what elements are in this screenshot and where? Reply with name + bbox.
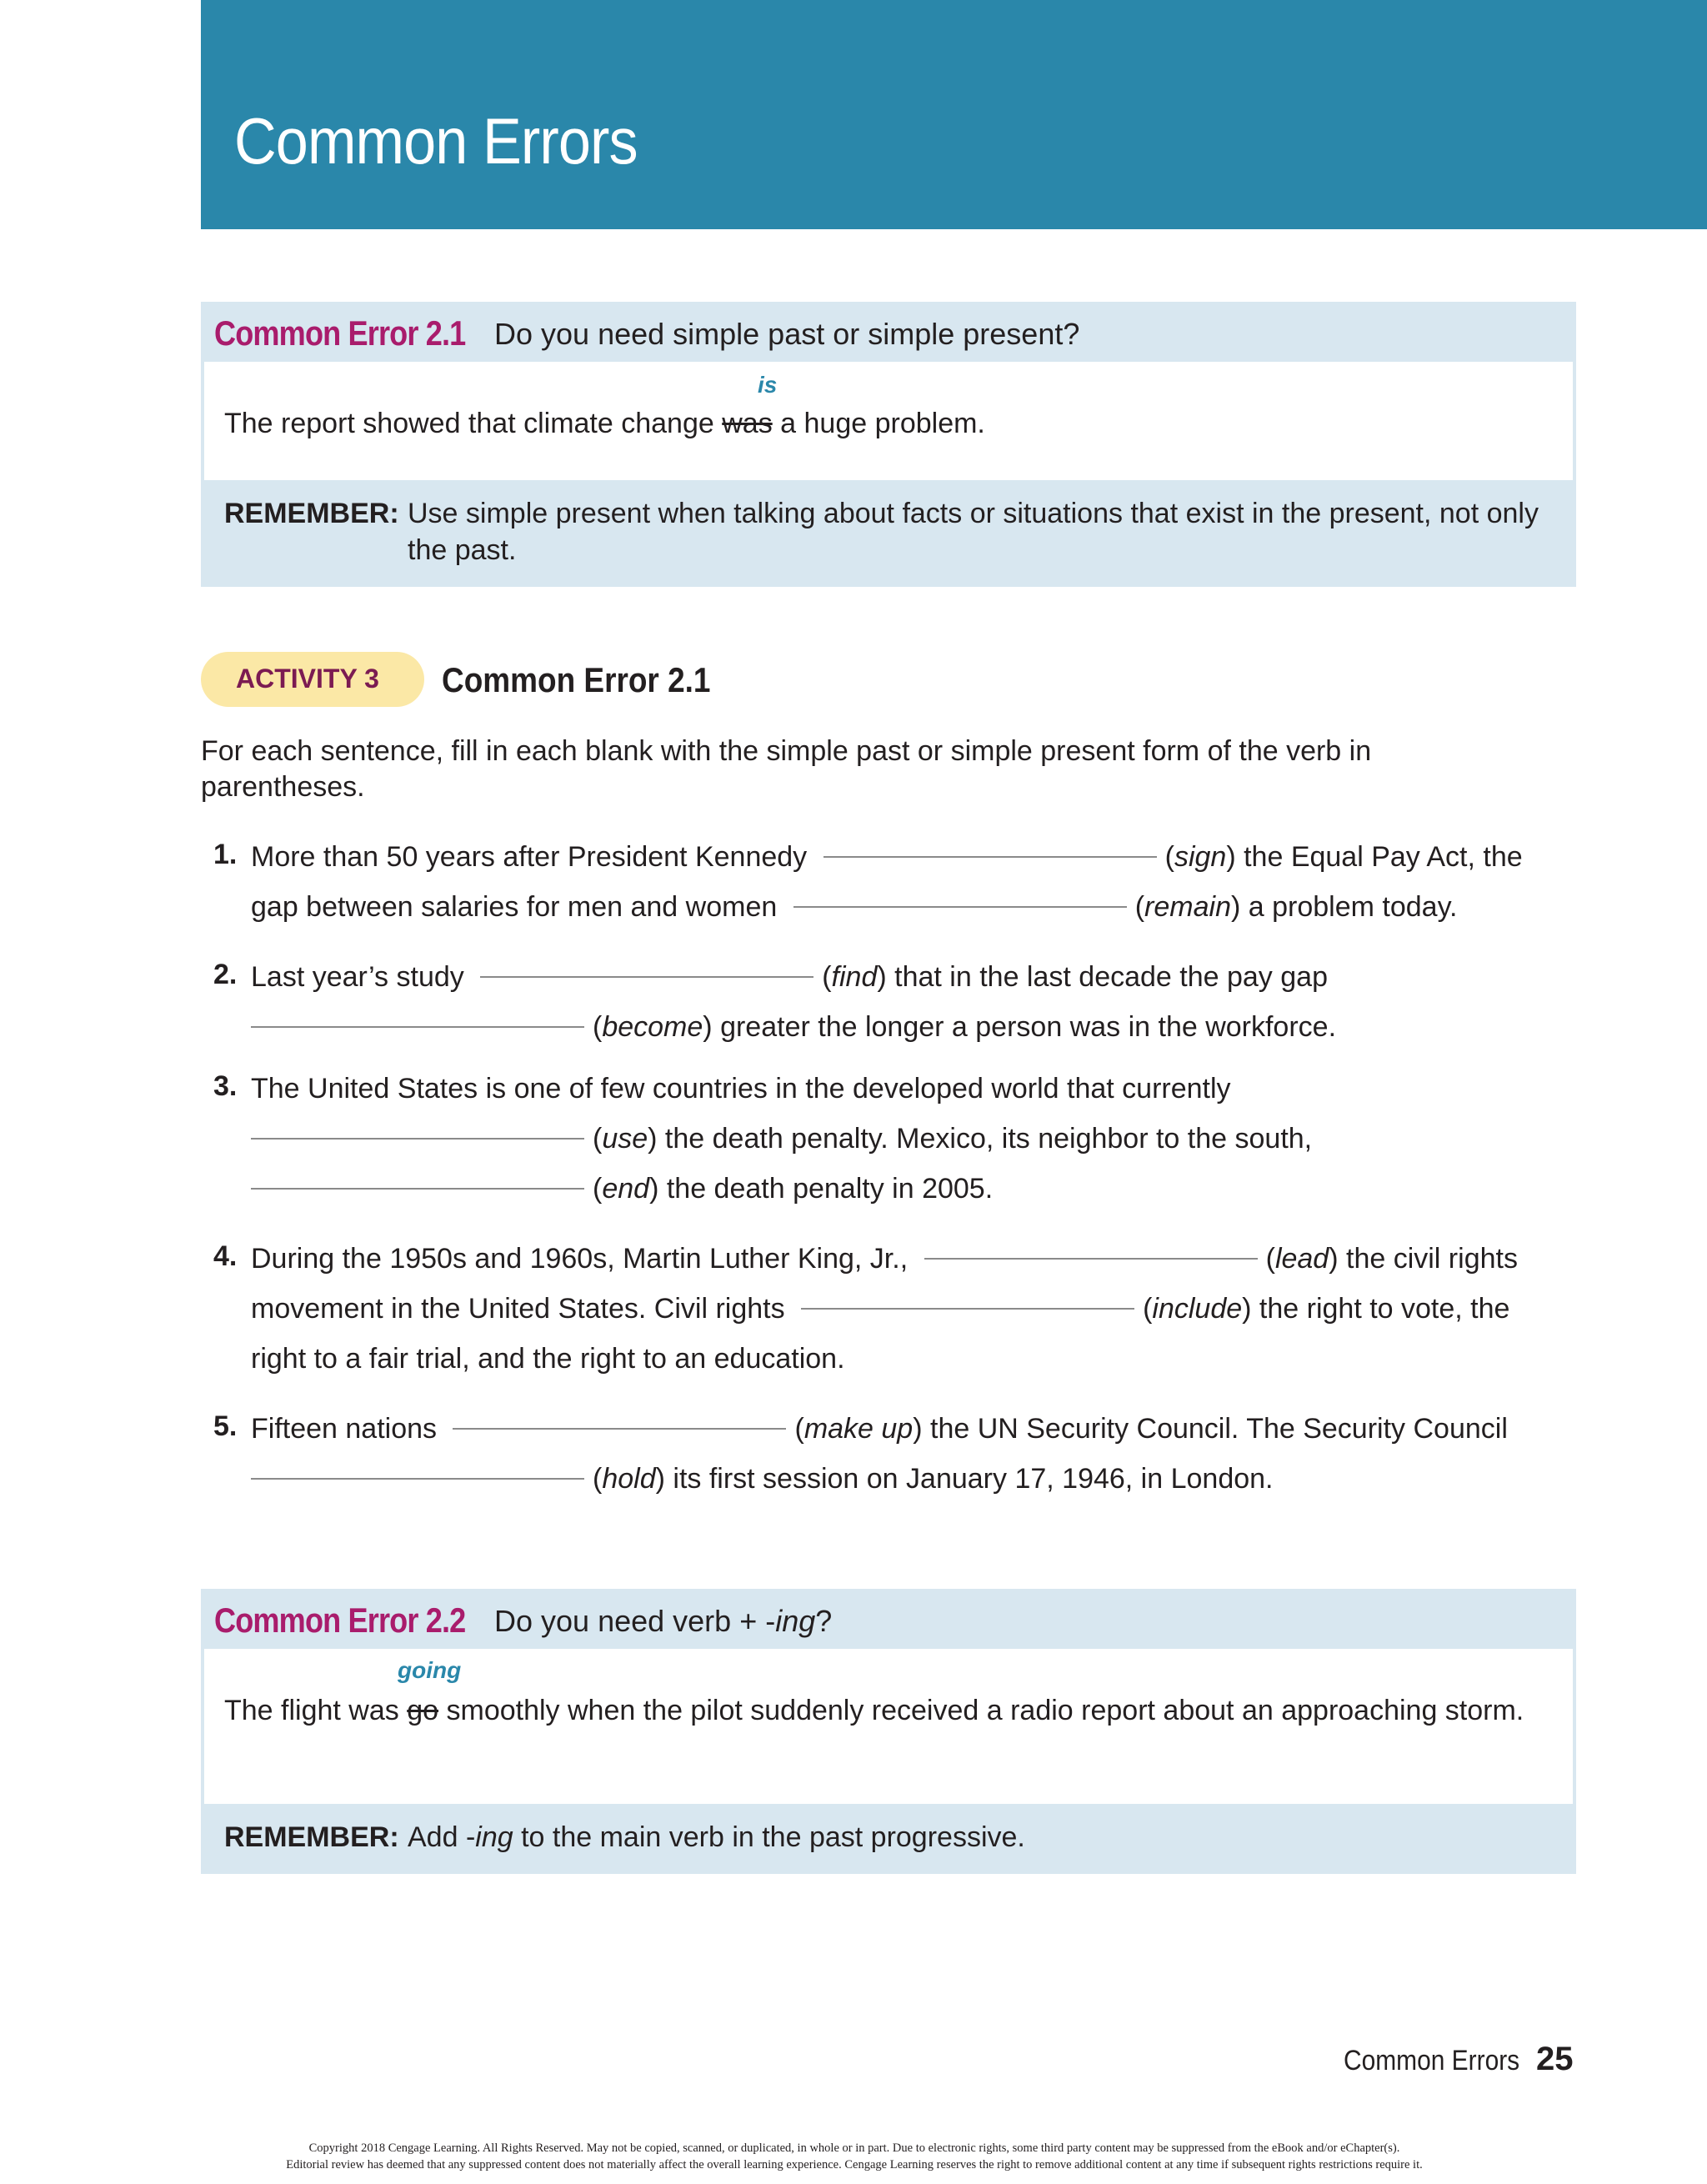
item-number: 2.: [213, 959, 238, 990]
line-text: its first session on January 17, 1946, in London.: [664, 1463, 1274, 1495]
page-title: Common Errors: [234, 104, 638, 178]
activity-title: Common Error 2.1: [442, 660, 711, 699]
question-italic: ing: [775, 1604, 816, 1638]
item-line: Fifteen nations (make up) the UN Security Council. The Security Council: [251, 1413, 1508, 1445]
answer-blank[interactable]: [251, 1477, 584, 1480]
line-text: greater the longer a person was in the workforce.: [712, 1011, 1337, 1043]
answer-blank[interactable]: [251, 1137, 584, 1140]
line-text: a problem today.: [1240, 891, 1458, 923]
correction-text: going: [398, 1657, 462, 1683]
example-text-before: The flight was: [224, 1695, 408, 1726]
remember-italic: ing: [475, 1821, 513, 1853]
line-text: Fifteen nations: [251, 1413, 438, 1445]
question-text-end: ?: [815, 1604, 833, 1638]
item-line: (become) greater the longer a person was in the workforce.: [251, 1009, 1336, 1045]
answer-blank[interactable]: [823, 855, 1157, 858]
common-error-box-1: [201, 302, 1576, 587]
item-number: 3.: [213, 1070, 238, 1102]
page-number: 25: [1536, 2041, 1574, 2077]
struck-word: was: [722, 408, 773, 439]
common-error-question: Do you need simple past or simple present?: [494, 317, 1080, 351]
line-text: the death penalty. Mexico, its neighbor to the south,: [657, 1123, 1313, 1155]
example-panel: [204, 362, 1573, 480]
activity-instructions: For each sentence, fill in each blank with the simple past or simple present form of the verb in parentheses.: [201, 735, 1372, 803]
common-error-label: Common Error 2.1: [214, 313, 466, 353]
common-error-question: [494, 1604, 832, 1639]
common-error-label: Common Error 2.2: [214, 1600, 466, 1640]
line-text: More than 50 years after President Kennedy: [251, 841, 808, 873]
example-sentence: [224, 405, 985, 442]
question-text: Do you need verb + -: [494, 1604, 776, 1638]
line-text: During the 1950s and 1960s, Martin Luther King, Jr.,: [251, 1243, 909, 1275]
remember-panel: [201, 480, 1576, 587]
verb-hint: hold: [602, 1463, 656, 1495]
item-number: 4.: [213, 1240, 238, 1272]
common-error-header: [201, 1589, 1576, 1649]
remember-label: REMEMBER:: [224, 498, 399, 529]
verb-hint: remain: [1144, 891, 1231, 923]
item-line: More than 50 years after President Kennedy (sign) the Equal Pay Act, the: [251, 841, 1523, 873]
line-text: movement in the United States. Civil rights: [251, 1293, 785, 1325]
item-line: movement in the United States. Civil rights (include) the right to vote, the: [251, 1293, 1510, 1325]
answer-blank[interactable]: [251, 1187, 584, 1190]
verb-hint: become: [602, 1011, 703, 1043]
footer-section-label: Common Errors: [1344, 2045, 1520, 2076]
line-text: the death penalty in 2005.: [658, 1173, 994, 1205]
verb-hint: make up: [803, 1413, 914, 1445]
item-line: Last year’s study (find) that in the last decade the pay gap: [251, 961, 1328, 993]
line-text: gap between salaries for men and women: [251, 891, 778, 923]
answer-blank[interactable]: [793, 905, 1127, 908]
copyright-line-2: Editorial review has deemed that any suppressed content does not materially affect the overall learning experience. Cengage Learning reserves the right to remove additional content at any time if subsequent rights restrictions require it.: [286, 2158, 1423, 2171]
activity-badge: [201, 652, 424, 707]
line-text: that in the last decade the pay gap: [886, 961, 1328, 993]
line-text: the UN Security Council. The Security Council: [922, 1413, 1508, 1445]
item-line: gap between salaries for men and women (remain) a problem today.: [251, 891, 1458, 923]
common-error-header: [201, 302, 1576, 362]
copyright-line-1: Copyright 2018 Cengage Learning. All Rights Reserved. May not be copied, scanned, or duplicated, in whole or in part. Due to electronic rights, some third party content may be suppressed from the eBook and/or eChapter(s).: [308, 2141, 1400, 2155]
common-error-box-2: [201, 1589, 1576, 1874]
remember-text-start: Add -: [408, 1821, 476, 1853]
remember-text-end: to the main verb in the past progressive.: [513, 1821, 1025, 1853]
line-text: the civil rights: [1338, 1243, 1518, 1275]
item-line: [251, 1340, 845, 1377]
answer-blank[interactable]: [251, 1025, 584, 1028]
answer-blank[interactable]: [801, 1307, 1134, 1310]
line-text: the Equal Pay Act, the: [1235, 841, 1523, 873]
remember-panel: [201, 1804, 1576, 1874]
item-line: During the 1950s and 1960s, Martin Luther King, Jr., (lead) the civil rights: [251, 1243, 1518, 1275]
struck-word: go: [407, 1695, 439, 1726]
line-text: right to a fair trial, and the right to an education.: [251, 1343, 845, 1375]
verb-hint: sign: [1174, 841, 1227, 873]
verb-hint: include: [1152, 1293, 1243, 1325]
item-number: 1.: [213, 839, 238, 870]
verb-hint: find: [831, 961, 878, 993]
chapter-banner: [201, 0, 1707, 229]
answer-blank[interactable]: [924, 1257, 1258, 1260]
correction-text: is: [758, 372, 778, 398]
example-text-after: smoothly when the pilot suddenly received a radio report about an approaching storm.: [438, 1695, 1524, 1726]
copyright-notice: [167, 2140, 1542, 2173]
example-text-before: The report showed that climate change: [224, 408, 723, 439]
answer-blank[interactable]: [480, 975, 813, 978]
item-line: (hold) its first session on January 17, 1946, in London.: [251, 1460, 1274, 1497]
item-line: (end) the death penalty in 2005.: [251, 1170, 993, 1207]
verb-hint: end: [602, 1173, 650, 1205]
verb-hint: lead: [1274, 1243, 1329, 1275]
remember-text: Use simple present when talking about facts or situations that exist in the present, not only the past.: [408, 498, 1539, 566]
example-panel: [204, 1649, 1573, 1804]
activity-badge-label: ACTIVITY 3: [236, 664, 379, 694]
remember-text: [408, 1819, 1543, 1856]
answer-blank[interactable]: [453, 1427, 786, 1430]
line-text: Last year’s study: [251, 961, 464, 993]
line-text: the right to vote, the: [1251, 1293, 1510, 1325]
item-line: (use) the death penalty. Mexico, its neighbor to the south,: [251, 1120, 1312, 1157]
remember-label: REMEMBER:: [224, 1821, 399, 1853]
item-number: 5.: [213, 1410, 238, 1442]
item-line: [251, 1070, 1231, 1107]
example-text-after: a huge problem.: [772, 408, 985, 439]
line-text: The United States is one of few countries in the developed world that currently: [251, 1073, 1231, 1105]
example-sentence: [224, 1692, 1524, 1729]
verb-hint: use: [602, 1123, 648, 1155]
